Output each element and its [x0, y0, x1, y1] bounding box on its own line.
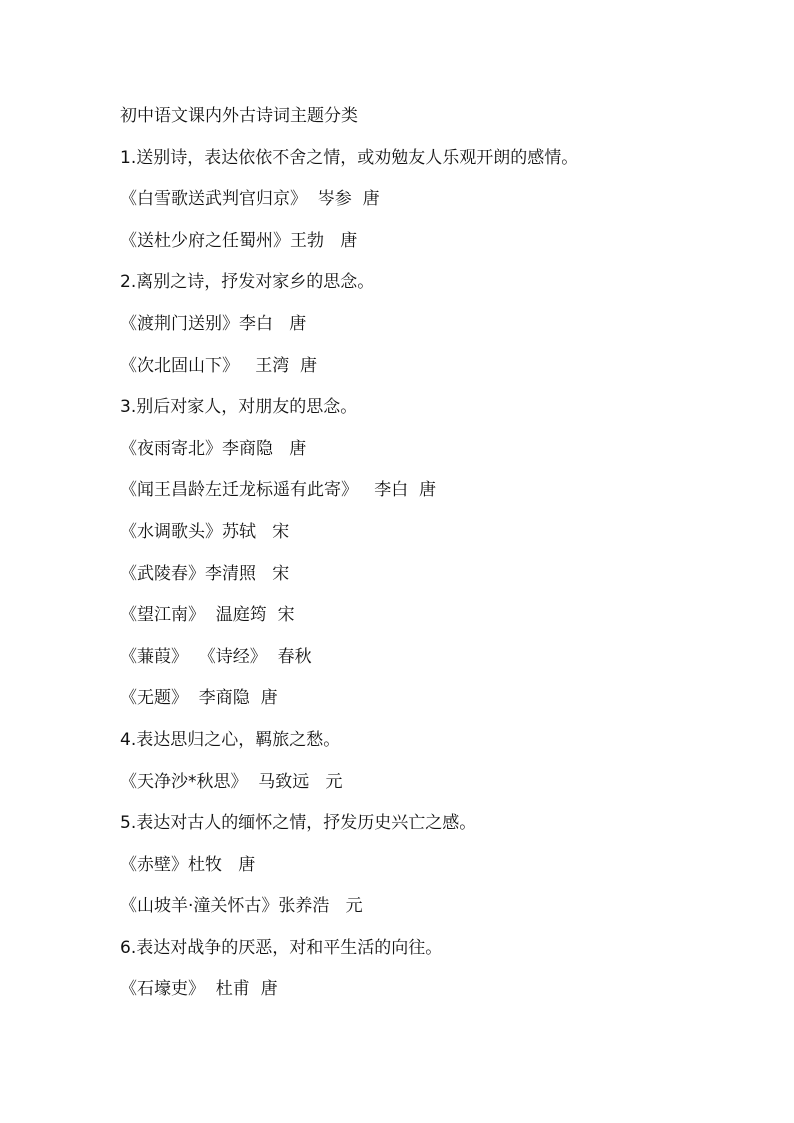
poem-entry: 《送杜少府之任蜀州》王勃 唐 [120, 230, 358, 251]
section-heading-2: 2.离别之诗，抒发对家乡的思念。 [120, 272, 375, 293]
poem-entry: 《夜雨寄北》李商隐 唐 [120, 438, 307, 459]
section-heading-1: 1.送别诗，表达依依不舍之情，或劝勉友人乐观开朗的感情。 [120, 147, 579, 168]
section-heading-3: 3.别后对家人，对朋友的思念。 [120, 397, 358, 418]
section-heading-6: 6.表达对战争的厌恶，对和平生活的向往。 [120, 937, 443, 958]
section-heading-4: 4.表达思归之心，羁旅之愁。 [120, 729, 341, 750]
poem-entry: 《蒹葭》 《诗经》 春秋 [120, 646, 312, 667]
poem-entry: 《石壕吏》 杜甫 唐 [120, 979, 278, 1000]
section-heading-5: 5.表达对古人的缅怀之情，抒发历史兴亡之感。 [120, 813, 477, 834]
poem-entry: 《白雪歌送武判官归京》 岑参 唐 [120, 189, 380, 210]
document-title: 初中语文课内外古诗词主题分类 [120, 106, 358, 126]
poem-entry: 《武陵春》李清照 宋 [120, 563, 290, 584]
poem-entry: 《望江南》 温庭筠 宋 [120, 605, 295, 626]
poem-entry: 《山坡羊·潼关怀古》张养浩 元 [120, 896, 363, 917]
poem-entry: 《次北固山下》 王湾 唐 [120, 355, 318, 376]
poem-entry: 《渡荆门送别》李白 唐 [120, 313, 307, 334]
poem-entry: 《无题》 李商隐 唐 [120, 688, 278, 709]
document-page [120, 104, 760, 1019]
poem-entry: 《闻王昌龄左迁龙标遥有此寄》 李白 唐 [120, 480, 437, 501]
poem-entry: 《水调歌头》苏轼 宋 [120, 521, 290, 542]
poem-entry: 《赤壁》杜牧 唐 [120, 854, 256, 875]
poem-entry: 《天净沙*秋思》 马致远 元 [120, 771, 343, 792]
